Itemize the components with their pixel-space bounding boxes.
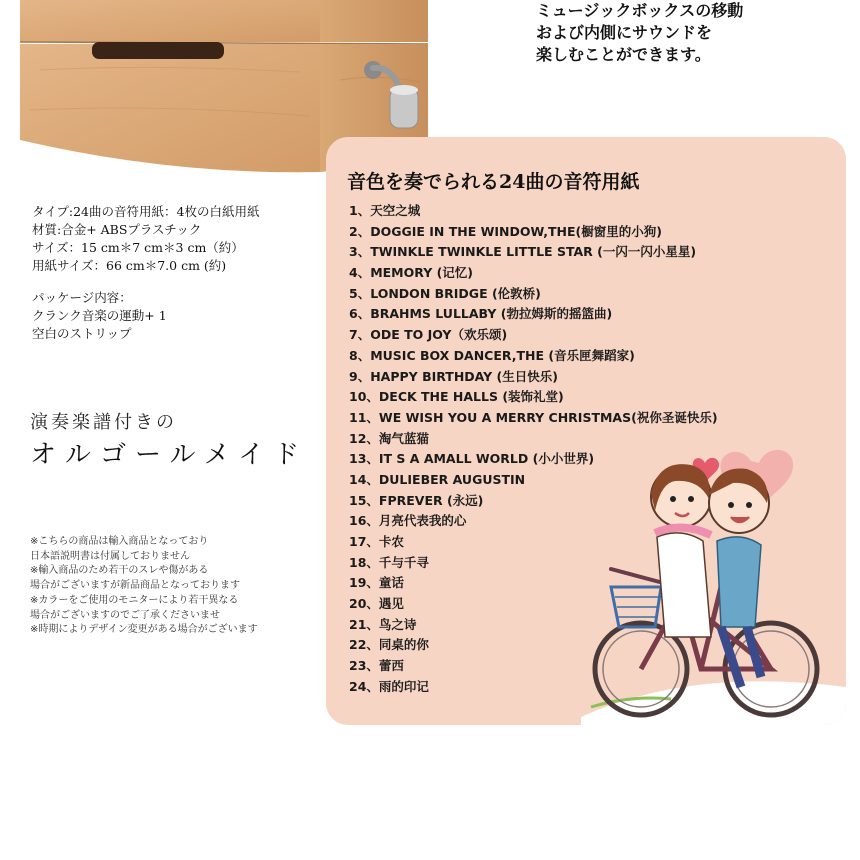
panel-title: 音色を奏でられる24曲の音符用紙 — [347, 171, 640, 193]
song-number: 8、 — [349, 347, 371, 363]
song-number: 1、 — [349, 203, 371, 218]
song-number: 5、 — [349, 285, 371, 301]
note-line: ※カラーをご使用のモニターにより若干異なる — [30, 594, 239, 606]
list-item — [349, 304, 718, 325]
song-title: MEMORY (记忆) — [370, 265, 474, 281]
song-number: 3、 — [349, 244, 371, 260]
song-title: 卡农 — [378, 534, 404, 549]
song-title: 天空之城 — [370, 203, 421, 218]
song-title: 月亮代表我的心 — [378, 513, 467, 529]
package-heading: パッケージ内容： — [32, 290, 132, 305]
list-item — [349, 222, 718, 243]
song-number: 11、 — [349, 409, 379, 425]
spec-type: タイプ:24曲の音符用紙：4枚の白紙用紙 — [32, 204, 260, 219]
notes — [30, 535, 320, 638]
spec-list — [32, 203, 322, 343]
description-line: 楽しむことができます。 — [536, 45, 711, 64]
song-number: 6、 — [349, 306, 371, 322]
song-number: 7、 — [349, 327, 371, 343]
song-number: 10、 — [349, 389, 379, 405]
song-number: 14、 — [349, 471, 379, 487]
description-line: ミュージックボックスの移動 — [536, 1, 744, 20]
note-line: ※こちらの商品は輸入商品となっており — [30, 536, 209, 547]
list-item — [349, 201, 718, 222]
song-number: 19、 — [349, 575, 379, 591]
song-title: IT S A AMALL WORLD (小小世界) — [378, 451, 595, 467]
song-number: 13、 — [349, 451, 379, 467]
song-title: HAPPY BIRTHDAY (生日快乐) — [370, 368, 558, 384]
spec-size: サイズ：15 cm＊7 cm＊3 cm（約） — [32, 240, 244, 255]
note-line: ※時期によりデザイン変更がある場合がございます — [30, 624, 258, 636]
description-text — [536, 0, 856, 66]
list-item — [349, 325, 718, 346]
song-number: 18、 — [349, 554, 379, 570]
song-title: DECK THE HALLS (装饰礼堂) — [378, 389, 564, 405]
song-title: FPREVER (永远) — [378, 492, 484, 508]
song-number: 24、 — [349, 678, 379, 694]
spec-material: 材質:合金+ ABSプラスチック — [32, 222, 202, 237]
list-item — [349, 263, 718, 284]
song-list-panel — [326, 137, 846, 725]
list-item — [349, 387, 718, 408]
song-number: 9、 — [349, 368, 371, 384]
song-title: 蕾西 — [378, 658, 404, 674]
list-item — [349, 408, 718, 429]
song-number: 4、 — [349, 265, 371, 281]
song-title: DOGGIE IN THE WINDOW,THE(橱窗里的小狗) — [370, 223, 662, 239]
couple-bicycle-illustration — [571, 437, 846, 725]
song-number: 23、 — [349, 658, 379, 674]
song-number: 15、 — [349, 492, 379, 508]
description-line: および内側にサウンドを — [536, 23, 713, 42]
note-line: 場合がございますのでご了承くださいませ — [30, 609, 220, 621]
song-title: LONDON BRIDGE (伦敦桥) — [370, 285, 541, 301]
song-title: DULIEBER AUGUSTIN — [378, 471, 526, 487]
song-title: MUSIC BOX DANCER,THE (音乐匣舞蹈家) — [370, 347, 635, 363]
song-number: 12、 — [349, 430, 379, 446]
song-number: 20、 — [349, 596, 379, 612]
song-title: 同桌的你 — [378, 637, 429, 653]
note-line: ※輸入商品のため若干のスレや傷がある — [30, 565, 209, 577]
song-title: 淘气蓝猫 — [378, 430, 429, 446]
note-line: 日本語説明書は付属しておりません — [30, 550, 190, 562]
spec-paper-size: 用紙サイズ：66 cm＊7.0 cm (約) — [32, 258, 227, 273]
song-title: 千与千寻 — [378, 554, 429, 570]
package-item: クランク音楽の運動+ 1 — [32, 308, 167, 323]
song-number: 16、 — [349, 513, 379, 529]
song-title: WE WISH YOU A MERRY CHRISTMAS(祝你圣诞快乐) — [378, 409, 718, 425]
note-line: 場合がございますが新品商品となっております — [30, 580, 240, 592]
song-title: 童话 — [378, 575, 404, 591]
song-number: 22、 — [349, 637, 379, 653]
song-title: BRAHMS LULLABY (勃拉姆斯的摇篮曲) — [370, 306, 613, 322]
list-item — [349, 242, 718, 263]
package-item: 空白のストリップ — [32, 326, 132, 341]
song-title: ODE TO JOY（欢乐颂) — [370, 327, 508, 343]
song-number: 2、 — [349, 223, 371, 239]
song-number: 21、 — [349, 616, 379, 632]
song-title: 鸟之诗 — [378, 616, 417, 632]
song-title: TWINKLE TWINKLE LITTLE STAR (一闪一闪小星星) — [370, 244, 697, 260]
song-title: 遇见 — [378, 596, 404, 612]
song-title: 雨的印记 — [378, 678, 429, 694]
list-item — [349, 367, 718, 388]
list-item — [349, 346, 718, 367]
product-subtitle: 演奏楽譜付きの — [30, 412, 177, 433]
list-item — [349, 284, 718, 305]
product-name: オルゴールメイド — [30, 440, 309, 470]
song-number: 17、 — [349, 534, 379, 549]
